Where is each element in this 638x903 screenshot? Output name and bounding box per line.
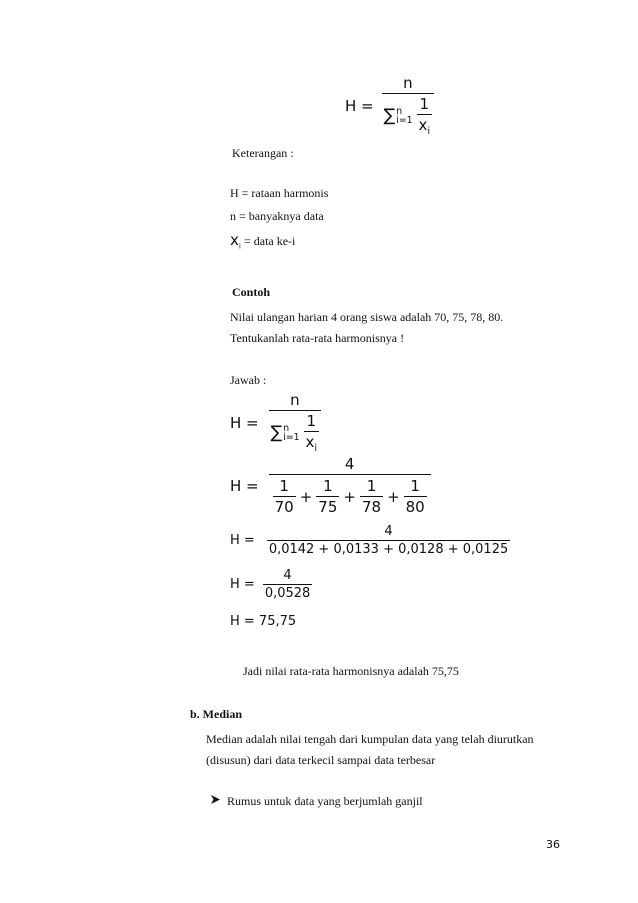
- median-line2: (disusun) dari data terkecil sampai data terbesar: [206, 753, 436, 767]
- jawab-eq4: H = $\frac{4}{0,0528}$: [230, 568, 311, 601]
- jawab-eq3: H = $\frac{4}{0,0142 + 0,0133 + 0,0128 + 0,0125}$: [230, 524, 509, 557]
- jawab-label: Jawab :: [230, 373, 267, 387]
- sum-symbol: ∑ n i=1: [383, 105, 413, 126]
- legend-h: H = rataan harmonis: [230, 186, 329, 200]
- contoh-line2: Tentukanlah rata-rata harmonisnya !: [230, 331, 405, 345]
- arrow-bullet-icon: [210, 794, 221, 809]
- formula-fraction: [382, 74, 434, 137]
- jawab-eq2: H = 4 $\frac{1}{70}$ + $\frac{1}{75}$ + $\frac{1}{78}$ + $\frac{1}{80}$: [230, 455, 431, 516]
- median-heading: b. Median: [190, 707, 243, 721]
- contoh-line1: Nilai ulangan harian 4 orang siswa adalah 70, 75, 78, 80.: [230, 310, 504, 324]
- formula-denominator: [382, 93, 434, 137]
- legend-xi: $x_i$ = data ke-i: [230, 231, 296, 251]
- legend-n: n = banyaknya data: [230, 209, 324, 223]
- formula-lhs: H =: [345, 96, 374, 115]
- jawab-eq1: H = n ∑ n i=1 $\frac{1}{x_i}$: [230, 391, 321, 454]
- median-line1: Median adalah nilai tengah dari kumpulan data yang telah diurutkan: [206, 732, 534, 746]
- jawab-eq5: H = 75,75: [230, 614, 297, 629]
- formula-numerator: n: [403, 74, 413, 92]
- page-number: 36: [546, 838, 560, 851]
- median-bullet: Rumus untuk data yang berjumlah ganjil: [210, 794, 423, 809]
- keterangan-label: Keterangan :: [232, 146, 294, 160]
- contoh-title: Contoh: [232, 285, 271, 299]
- formula-harmonic-mean: [345, 74, 434, 137]
- inner-fraction: $\frac{1}{x_i}$: [418, 95, 431, 137]
- jawab-conclusion: Jadi nilai rata-rata harmonisnya adalah 75,75: [243, 664, 459, 678]
